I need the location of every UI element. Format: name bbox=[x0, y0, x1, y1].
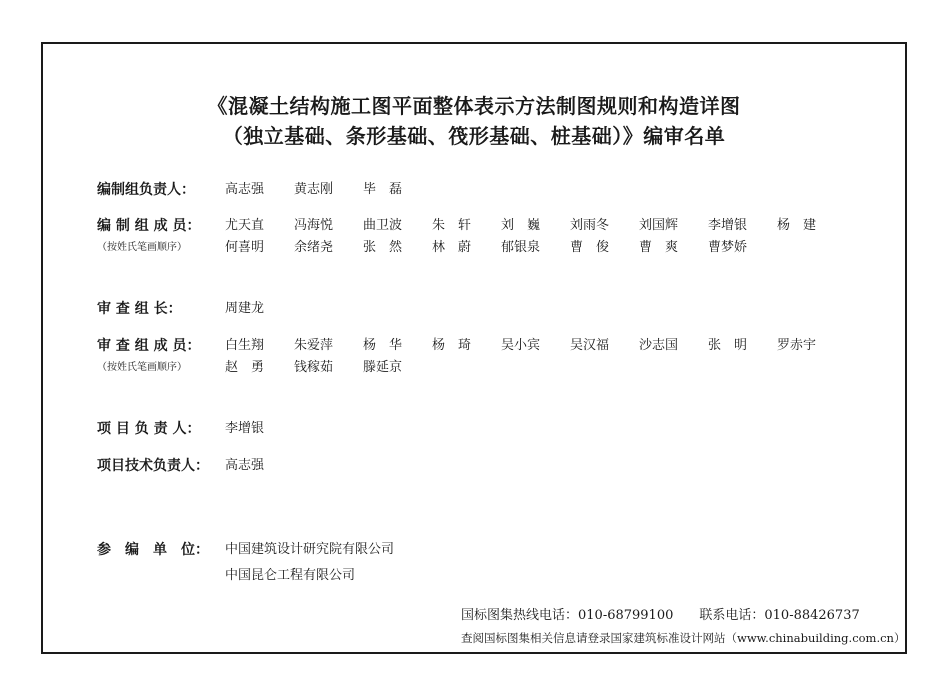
person-name: 刘 巍 bbox=[501, 218, 541, 233]
person-name: 余绪尧 bbox=[294, 240, 334, 255]
document-frame bbox=[41, 42, 907, 654]
person-name: 滕延京 bbox=[363, 360, 403, 375]
review-leader-names bbox=[225, 299, 294, 319]
participating-unit-name: 中国建筑设计研究院有限公司 bbox=[225, 542, 395, 557]
participating-unit-name: 中国昆仑工程有限公司 bbox=[225, 568, 356, 583]
review-members-row-2 bbox=[225, 358, 432, 378]
person-name: 杨 华 bbox=[363, 338, 403, 353]
person-name: 冯海悦 bbox=[294, 218, 334, 233]
person-name: 林 蔚 bbox=[432, 240, 472, 255]
person-name: 黄志刚 bbox=[294, 182, 334, 197]
person-name: 吴小宾 bbox=[501, 338, 541, 353]
project-tech-leader-names bbox=[225, 456, 294, 476]
person-name: 曹梦娇 bbox=[708, 240, 748, 255]
person-name: 李增银 bbox=[708, 218, 748, 233]
person-name: 朱 轩 bbox=[432, 218, 472, 233]
person-name: 张 明 bbox=[708, 338, 748, 353]
project-tech-leader-label: 项目技术负责人： bbox=[97, 458, 209, 474]
person-name: 杨 建 bbox=[777, 218, 817, 233]
review-members-row-1 bbox=[225, 336, 846, 356]
hotline-text: 国标图集热线电话：010-68799100 bbox=[461, 608, 674, 623]
review-members-label: 审 查 组 成 员： bbox=[97, 338, 201, 354]
review-leader-label: 审 查 组 长： bbox=[97, 301, 182, 317]
document-title-line-1: 《混凝土结构施工图平面整体表示方法制图规则和构造详图 bbox=[207, 94, 741, 118]
person-name: 刘雨冬 bbox=[570, 218, 610, 233]
person-name: 郁银泉 bbox=[501, 240, 541, 255]
person-name: 何喜明 bbox=[225, 240, 265, 255]
person-name: 刘国辉 bbox=[639, 218, 679, 233]
compile-members-order-note: （按姓氏笔画顺序） bbox=[97, 242, 187, 253]
website-text: 查阅国标图集相关信息请登录国家建筑标准设计网站（www.chinabuilding.com.cn） bbox=[461, 631, 906, 645]
person-name: 杨 琦 bbox=[432, 338, 472, 353]
person-name: 尤天直 bbox=[225, 218, 265, 233]
document-title-line-2: （独立基础、条形基础、筏形基础、桩基础）》编审名单 bbox=[222, 124, 726, 148]
project-leader-label: 项 目 负 责 人： bbox=[97, 421, 201, 437]
person-name: 高志强 bbox=[225, 182, 265, 197]
compile-members-row-2 bbox=[225, 238, 777, 258]
compile-leader-label: 编制组负责人： bbox=[97, 182, 195, 198]
person-name: 毕 磊 bbox=[363, 182, 403, 197]
person-name: 钱稼茹 bbox=[294, 360, 334, 375]
person-name: 罗赤宇 bbox=[777, 338, 817, 353]
person-name: 李增银 bbox=[225, 421, 265, 436]
person-name: 朱爱萍 bbox=[294, 338, 334, 353]
person-name: 赵 勇 bbox=[225, 360, 265, 375]
project-leader-names bbox=[225, 419, 294, 439]
person-name: 周建龙 bbox=[225, 301, 265, 316]
contact-phones-line bbox=[461, 606, 860, 626]
participating-units-label: 参 编 单 位： bbox=[97, 542, 209, 558]
compile-members-row-1 bbox=[225, 216, 846, 236]
person-name: 吴汉福 bbox=[570, 338, 610, 353]
person-name: 沙志国 bbox=[639, 338, 679, 353]
compile-members-label: 编 制 组 成 员： bbox=[97, 218, 201, 234]
contact-phone-text: 联系电话：010-88426737 bbox=[699, 608, 860, 623]
compile-leader-names bbox=[225, 180, 432, 200]
person-name: 曹 爽 bbox=[639, 240, 679, 255]
person-name: 曲卫波 bbox=[363, 218, 403, 233]
person-name: 白生翔 bbox=[225, 338, 265, 353]
person-name: 高志强 bbox=[225, 458, 265, 473]
person-name: 张 然 bbox=[363, 240, 403, 255]
person-name: 曹 俊 bbox=[570, 240, 610, 255]
review-members-order-note: （按姓氏笔画顺序） bbox=[97, 362, 187, 373]
